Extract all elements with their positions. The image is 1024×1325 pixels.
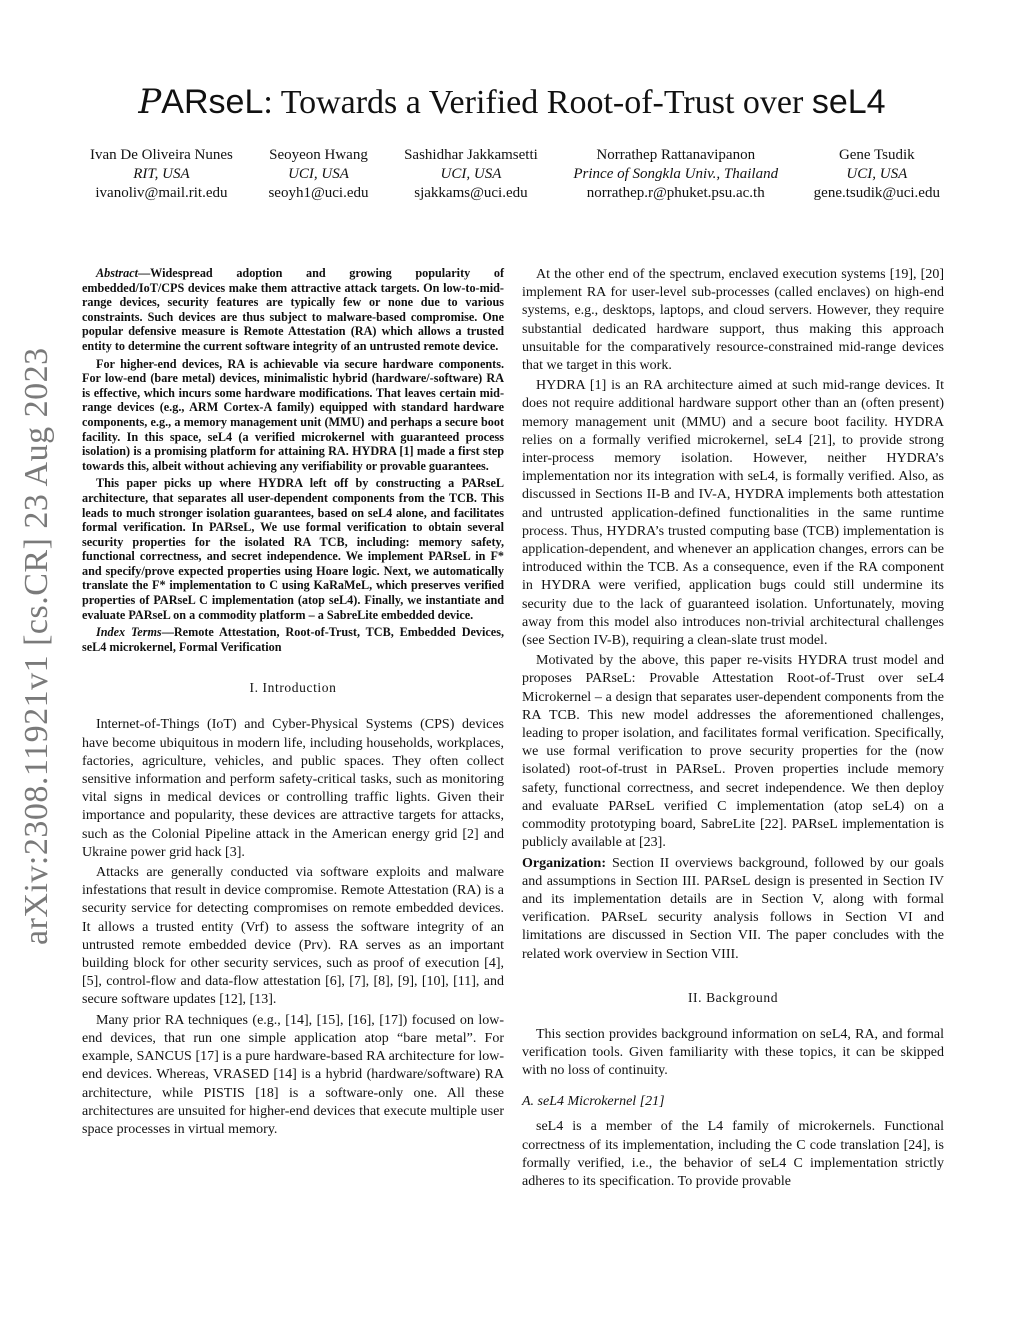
author-name: Gene Tsudik bbox=[838, 147, 915, 163]
abstract-paragraph-2: For higher-end devices, RA is achievable via secure hardware components. For low-end (bare metal) devices, minimalistic hybrid (hardware/-software) RA is effective, which incurs some hardware modifications. That leaves certain mid-range devices (e.g., ARM Cortex-A family) equipped with standard hardware components, e.g., a memory management unit (MMU) and perhaps a secure boot facility. In this space, seL4 (a verified microkernel with guaranteed process isolation) is a promising platform for attaining RA. HYDRA [1] made a first step towards this, albeit without achieving any verifiability or provable guarantees. bbox=[82, 356, 504, 473]
introduction-body bbox=[82, 716, 504, 1139]
author-block bbox=[268, 146, 368, 203]
right-paragraph-1: At the other end of the spectrum, enclaved execution systems [19], [20] implement RA for user-level sub-processes (called enclaves) on high-end systems, e.g., desktops, laptops, and cloud servers. However, they require substantial dedicated hardware support, thus making this approach unsuitable for the comparatively resource-constrained mid-range devices that we target in this work. bbox=[522, 267, 944, 374]
intro-paragraph-3: Many prior RA techniques (e.g., [14], [15], [16], [17]) focused on low-end devices, that run one simple application atop “bare metal”. For example, SANCUS [17] is a pure hardware-based RA architecture for low-end devices. Whereas, VRASED [14] is a hybrid (hardware/software) RA architecture, while PISTIS [18] is a software-only one. All these architectures are unsuited for higher-end devices that execute multiple user space processes in virtual memory. bbox=[82, 1012, 504, 1137]
author-email: gene.tsudik@uci.edu bbox=[813, 185, 940, 201]
sel4-paragraph-1: seL4 is a member of the L4 family of microkernels. Functional correctness of its implementation, including the C code translation [24], is formally verified, i.e., the behavior of seL4 C implementation strictly adheres to its specification. To provide provable bbox=[522, 1119, 944, 1189]
abstract-paragraph-3: This paper picks up where HYDRA left off by constructing a PARseL architecture, that separates all user-dependent components from the TCB. This leads to much stronger isolation guarantees, based on seL4 alone, and facilitates formal verification. In PARseL, We use formal verification to obtain several security properties for the isolated RA TCB, including: memory safety, functional correctness, and secret independence. We implement PARseL in F* and specify/prove expected properties using Hoare logic. Next, we automatically translate the F* implementation to C using KaRaMeL, which preserves verified properties of PARseL C implementation (atop seL4). Finally, we instantiate and evaluate PARseL on a commodity platform – a SabreLite embedded device. bbox=[82, 476, 504, 622]
author-email: seoyh1@uci.edu bbox=[268, 185, 369, 201]
author-list bbox=[90, 146, 940, 203]
paper-title bbox=[0, 82, 1024, 122]
index-terms-text: —Remote Attestation, Root-of-Trust, TCB, Embedded Devices, seL4 microkernel, Formal Verification bbox=[82, 625, 504, 654]
organization-paragraph bbox=[522, 855, 944, 964]
subsection-heading-sel4: A. seL4 Microkernel [21] bbox=[522, 1094, 665, 1110]
arxiv-identifier: arXiv:2308.11921v1 [cs.CR] 23 Aug 2023 bbox=[18, 347, 55, 945]
author-block bbox=[90, 146, 233, 203]
author-name: Norrathep Rattanavipanon bbox=[596, 147, 756, 163]
title-middle: : Towards a Verified Root-of-Trust over bbox=[263, 84, 812, 121]
author-affiliation: UCI, USA bbox=[288, 166, 349, 182]
author-email: norrathep.r@phuket.psu.ac.th bbox=[586, 185, 765, 201]
author-block bbox=[814, 146, 940, 203]
index-terms-label: Index Terms bbox=[96, 625, 162, 640]
right-paragraph-2: HYDRA [1] is an RA architecture aimed at such mid-range devices. It does not require additional hardware support other than an (often present) memory management unit (MMU) and a secure boot facility. HYDRA relies on a formally verified microkernel, seL4 [21], to provide strong inter-process memory isolation. However, neither HYDRA’s implementation nor its integration with seL4, is formally verified. Also, as discussed in Sections II-B and IV-A, HYDRA implements both attestation and untrusted application-defined functionalities in the same runtime process. Thus, HYDRA’s trusted computing base (TCB) implementation is application-dependent, and whenever an application changes, errors can be introduced within the TCB. As a consequence, even if the RA component in HYDRA were verified, application bugs could still undermine its security due to the lack of guaranteed isolation. Unfortunately, moving away from this model also introduces non-trivial architectural challenges (see Section IV-B), requiring a clean-slate trust model. bbox=[522, 378, 944, 649]
author-affiliation: RIT, USA bbox=[133, 166, 190, 182]
author-name: Seoyeon Hwang bbox=[269, 147, 368, 163]
author-affiliation: Prince of Songkla Univ., Thailand bbox=[573, 166, 779, 182]
right-paragraph-3: Motivated by the above, this paper re-visits HYDRA trust model and proposes PARseL: Provable Attestation Root-of-Trust over seL4 Microkernel – a design that separates user-dependent components from the RA TCB. This new model addresses the aforementioned challenges, leading to proper isolation, and facilitates formal verification. Specifically, we use formal verification to prove security properties for the (now isolated) root-of-trust in PARseL. Proven properties include memory safety, functional correctness, and secret independence. We then deploy and evaluate PARseL verified C implementation (atop seL4) on a commodity prototyping board, SabreLite [22]. PARseL implementation is publicly available at [23]. bbox=[522, 653, 944, 851]
organization-label: Organization: bbox=[522, 855, 606, 871]
section-heading-background: II. Background bbox=[687, 989, 779, 1005]
left-column bbox=[82, 266, 504, 1141]
author-email: ivanoliv@mail.rit.edu bbox=[95, 185, 228, 201]
intro-paragraph-1: Internet-of-Things (IoT) and Cyber-Physical Systems (CPS) devices have become ubiquitous in modern life, including households, workplaces, factories, agriculture, vehicles, and public spaces. They often collect sensitive information and perform safety-critical tasks, such as monitoring vital signs in medical devices or controlling traffic lights. Given their importance and popularity, these devices are attractive targets for attacks, such as the Colonial Pipeline attack in the American energy grid [2] and Ukraine power grid hack [3]. bbox=[82, 717, 504, 860]
author-email: sjakkams@uci.edu bbox=[414, 185, 528, 201]
background-paragraph-1: This section provides background information on seL4, RA, and formal verification tools. Given familiarity with these topics, it can be skipped with no loss of continuity. bbox=[522, 1026, 944, 1079]
author-name: Sashidhar Jakkamsetti bbox=[404, 147, 538, 163]
author-block bbox=[573, 146, 778, 203]
author-block bbox=[404, 146, 538, 203]
abstract-label: Abstract bbox=[96, 266, 138, 280]
abstract-text-1: —Widespread adoption and growing popularity of embedded/IoT/CPS devices make them attractive attack targets. On low-to-mid-range devices, security features are typically few or none due to various constraints. Such devices are thus subject to malware-based compromise. One popular defensive measure is Remote Attestation (RA) which allows a trusted entity to determine the current software integrity of an untrusted remote device. bbox=[82, 266, 504, 353]
right-column bbox=[522, 266, 944, 1193]
title-sel4: seL4 bbox=[811, 83, 886, 121]
author-affiliation: UCI, USA bbox=[846, 166, 908, 182]
index-terms bbox=[82, 625, 504, 654]
author-name: Ivan De Oliveira Nunes bbox=[90, 147, 233, 163]
organization-text: Section II overviews background, followed by our goals and assumptions in Section III. PARseL design is presented in Section IV and its implementation details are in Section V, along with formal verification. PARseL security analysis follows in Section VI and limitations are discussed in Section VII. The paper concludes with the related work overview in Section VIII. bbox=[522, 855, 944, 962]
section-heading-introduction: I. Introduction bbox=[249, 680, 337, 696]
abstract-paragraph-1 bbox=[82, 266, 504, 354]
title-arsel: ARseL bbox=[161, 83, 264, 121]
title-p-letter: P bbox=[138, 82, 162, 122]
intro-paragraph-2: Attacks are generally conducted via software exploits and malware infestations that result in device compromise. Remote Attestation (RA) is a security service for detecting compromises on remote embedded devices. It allows a trusted entity (Vrf) to assess the software integrity of an untrusted remote embedded device (Prv). RA serves as an important building block for other security services, such as proof of execution [4], [5], control-flow and data-flow attestation [6], [7], [8], [9], [10], [11], and secure software updates [12], [13]. bbox=[82, 865, 504, 1008]
author-affiliation: UCI, USA bbox=[440, 166, 502, 182]
